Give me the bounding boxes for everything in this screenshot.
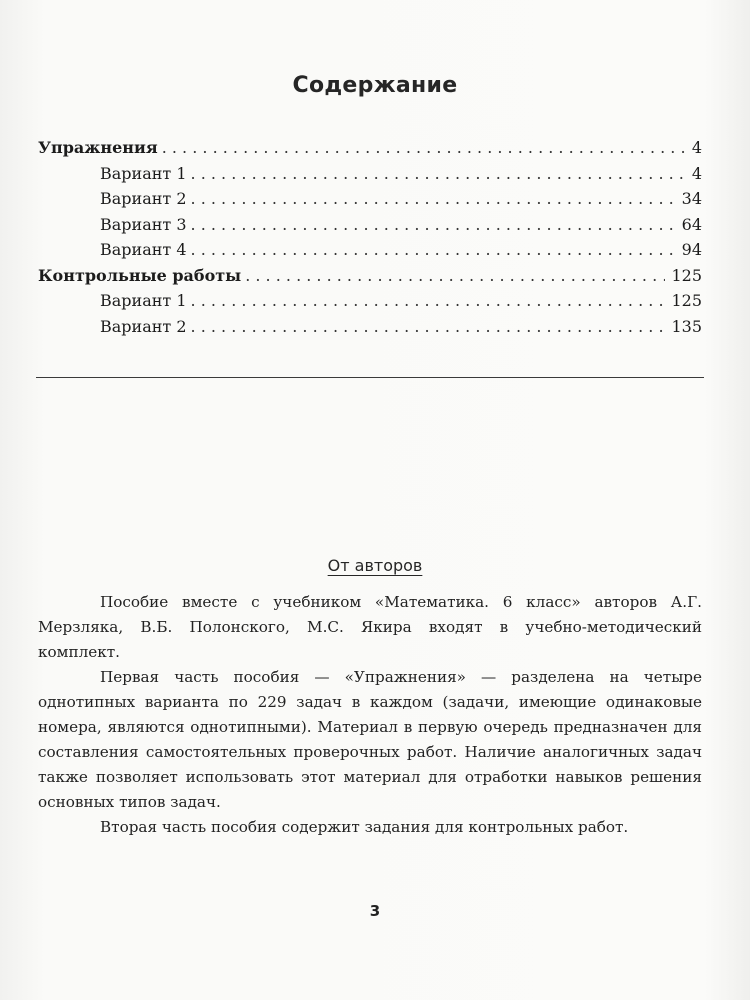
toc-leader-dots [191,314,666,340]
toc-label: Вариант 2 [100,189,187,208]
toc-row-exercises-variant-3 [38,212,702,238]
section-divider [36,377,704,378]
authors-paragraph: Вторая часть пособия содержит задания для контрольных работ. [100,818,629,836]
authors-paragraph: Пособие вместе с учебником «Математика. 6 класс» авторов А.Г. Мерзляка, В.Б. Полонского, М.С. Якира входят в учебно-методический комплект. [38,593,702,661]
toc-leader-dots [191,237,676,263]
toc-leader-dots [245,263,665,289]
toc-page-number: 135 [671,316,702,336]
toc-page-number: 4 [691,138,702,157]
toc-row-tests-variant-1 [38,288,702,314]
toc-leader-dots [162,135,686,161]
toc-row-tests-variant-2 [38,314,702,340]
toc-page-number: 4 [691,163,702,183]
toc-title: Содержание [292,73,458,98]
toc-row-exercises [38,135,702,161]
table-of-contents [38,135,702,339]
toc-page-number: 64 [681,214,702,234]
toc-label: Вариант 1 [100,291,187,310]
toc-page-number: 34 [681,189,702,208]
toc-page-number: 125 [671,265,702,285]
page-number: 3 [369,902,381,920]
authors-heading [0,556,750,575]
authors-paragraph: Первая часть пособия — «Упражнения» — разделена на четыре однотипных варианта по 229 задач в каждом (задачи, имеющие одинаковые номера, являются однотипными). Материал в первую очередь предназначен для составления самостоятельных проверочных работ. Наличие аналогичных задач также позволяет использовать этот материал для отработки навыков решения основных типов задач. [38,668,702,811]
toc-page-number: 125 [671,291,702,310]
authors-heading-text: От авторов [327,556,423,575]
toc-page-number: 94 [681,240,702,259]
toc-row-exercises-variant-1 [38,161,702,187]
toc-leader-dots [191,186,676,212]
toc-row-exercises-variant-4 [38,237,702,263]
toc-leader-dots [191,212,676,238]
toc-label: Вариант 4 [100,240,187,259]
toc-label: Вариант 1 [100,163,187,183]
toc-leader-dots [191,288,666,314]
toc-label: Упражнения [38,138,158,157]
authors-text [38,590,702,840]
toc-label: Контрольные работы [38,265,242,285]
toc-label: Вариант 3 [100,214,187,234]
toc-row-exercises-variant-2 [38,186,702,212]
toc-row-tests [38,263,702,289]
toc-leader-dots [191,161,686,187]
toc-label: Вариант 2 [100,316,187,336]
